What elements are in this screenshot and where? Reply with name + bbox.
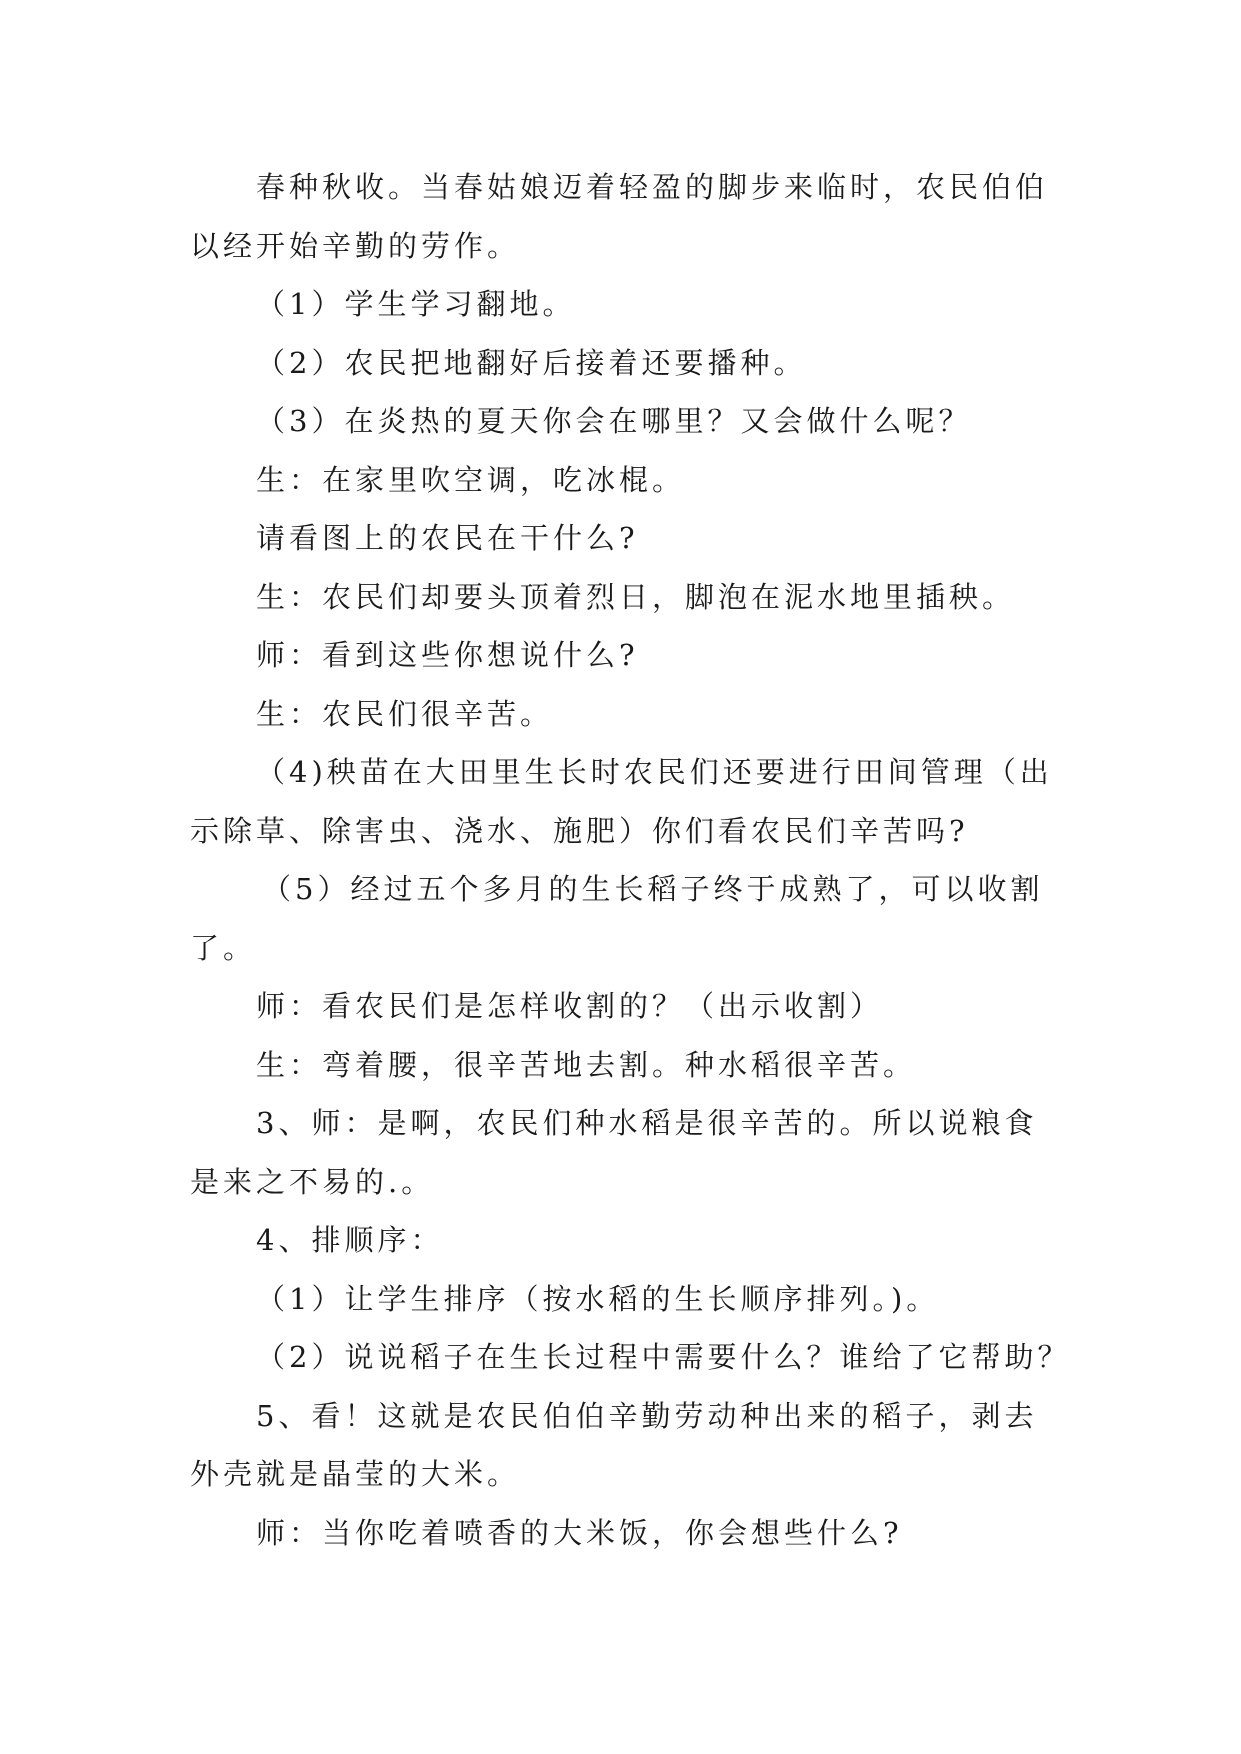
- paragraph: （1）学生学习翻地。: [256, 287, 576, 321]
- paragraph: 生：农民们却要头顶着烈日，脚泡在泥水地里插秧。: [256, 579, 1016, 614]
- paragraph: [190, 1387, 1052, 1504]
- paragraph: 师：看到这些你想说什么?: [256, 638, 639, 672]
- paragraph: 请看图上的农民在干什么?: [256, 521, 639, 555]
- paragraph: 生：弯着腰，很辛苦地去割。种水稻很辛苦。: [256, 1047, 917, 1082]
- document-body: [190, 158, 1071, 1562]
- paragraph: 生：农民们很辛苦。: [256, 696, 554, 731]
- paragraph: 师：看农民们是怎样收割的？（出示收割）: [256, 989, 884, 1023]
- paragraph: [190, 1094, 1052, 1211]
- paragraph-line: 3、师：是啊，农民们种水稻是很辛苦的。所以说粮食: [256, 1106, 1038, 1140]
- paragraph-line: 是来之不易的.。: [190, 1164, 435, 1199]
- paragraph: （3）在炎热的夏天你会在哪里？又会做什么呢？: [256, 404, 972, 438]
- paragraph-line: 5、看！这就是农民伯伯辛勤劳动种出来的稻子，剥去: [256, 1398, 1038, 1433]
- paragraph-line: 外壳就是晶莹的大米。: [190, 1457, 521, 1491]
- paragraph-line: 以经开始辛勤的劳作。: [190, 228, 521, 263]
- paragraph: 4、排顺序：: [256, 1223, 444, 1257]
- paragraph: （2）农民把地翻好后接着还要播种。: [256, 345, 807, 380]
- paragraph: 生：在家里吹空调，吃冰棍。: [256, 462, 686, 497]
- paragraph: （1）让学生排序（按水稻的生长顺序排列。)。: [256, 1281, 940, 1316]
- paragraph-line: 春种秋收。当春姑娘迈着轻盈的脚步来临时，农民伯伯: [256, 170, 1049, 204]
- paragraph-line: 示除草、除害虫、浇水、施肥）你们看农民们辛苦吗?: [190, 813, 969, 848]
- paragraph: 师：当你吃着喷香的大米饭，你会想些什么?: [256, 1515, 903, 1550]
- paragraph: [190, 158, 1052, 275]
- paragraph: （2）说说稻子在生长过程中需要什么？谁给了它帮助？: [256, 1340, 1071, 1374]
- paragraph: [190, 743, 1052, 860]
- paragraph-line: （5）经过五个多月的生长稻子终于成熟了，可以收割: [262, 872, 1044, 906]
- paragraph-line: 了。: [190, 930, 257, 965]
- paragraph-line: （4)秧苗在大田里生长时农民们还要进行田间管理（出: [256, 755, 1053, 789]
- paragraph: [190, 860, 1052, 977]
